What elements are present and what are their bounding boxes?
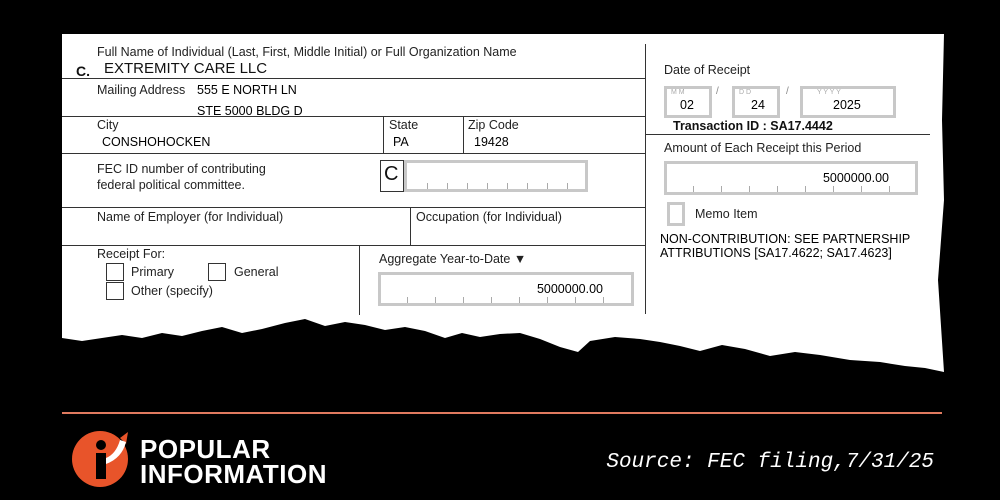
mailing-label: Mailing Address: [97, 83, 186, 97]
source-caption: Source: FEC filing,7/31/25: [606, 451, 934, 474]
other-checkbox[interactable]: [106, 282, 124, 300]
date-label: Date of Receipt: [664, 63, 751, 77]
date-sep-2: /: [786, 86, 789, 97]
note-line2: ATTRIBUTIONS [SA17.4622; SA17.4623]: [660, 246, 892, 260]
general-checkbox[interactable]: [208, 263, 226, 281]
amount-field[interactable]: [664, 161, 918, 195]
memo-label: Memo Item: [695, 207, 758, 221]
amount-label: Amount of Each Receipt this Period: [664, 141, 862, 155]
amount-value: 5000000.00: [822, 171, 889, 185]
brand-line2: INFORMATION: [140, 459, 327, 489]
date-day-field[interactable]: [732, 86, 780, 118]
note-line1: NON-CONTRIBUTION: SEE PARTNERSHIP: [660, 232, 911, 246]
fec-id-label-2: federal political committee.: [97, 178, 245, 192]
aggregate-label: Aggregate Year-to-Date ▼: [379, 252, 527, 266]
fec-id-field[interactable]: [404, 160, 588, 192]
aggregate-value: 5000000.00: [536, 282, 603, 296]
fec-id-prefix-box: [380, 160, 404, 192]
date-day-hint: D D: [739, 89, 752, 96]
date-day: 24: [751, 98, 765, 112]
fec-id-prefix: C: [384, 163, 399, 185]
receipt-for-label: Receipt For:: [97, 247, 166, 261]
date-sep-1: /: [716, 86, 719, 97]
footer-divider: [62, 412, 942, 414]
name-label: Full Name of Individual (Last, First, Middle Initial) or Full Organization Name: [97, 45, 517, 59]
primary-checkbox[interactable]: [106, 263, 124, 281]
date-month-hint: M M: [671, 89, 685, 96]
state-label: State: [389, 118, 419, 132]
aggregate-field[interactable]: [378, 272, 634, 306]
city-value: CONSHOHOCKEN: [102, 135, 211, 149]
other-label: Other (specify): [131, 284, 213, 298]
date-year-hint: Y Y Y Y: [817, 89, 841, 96]
date-year: 2025: [833, 98, 861, 112]
address-line1: 555 E NORTH LN: [197, 83, 297, 97]
primary-label: Primary: [131, 265, 175, 279]
transaction-id: Transaction ID : SA17.4442: [673, 119, 833, 133]
address-line2: STE 5000 BLDG D: [197, 104, 303, 118]
date-month: 02: [680, 98, 694, 112]
brand-line1: POPULAR: [140, 434, 271, 464]
city-label: City: [97, 118, 119, 132]
general-label: General: [234, 265, 279, 279]
date-month-field[interactable]: [664, 86, 712, 118]
date-year-field[interactable]: [800, 86, 896, 118]
state-value: PA: [393, 135, 409, 149]
fec-id-label-1: FEC ID number of contributing: [97, 162, 266, 176]
zip-label: Zip Code: [468, 118, 519, 132]
employer-label: Name of Employer (for Individual): [97, 210, 284, 224]
name-value: EXTREMITY CARE LLC: [104, 60, 268, 77]
memo-checkbox[interactable]: [667, 202, 685, 226]
occupation-label: Occupation (for Individual): [416, 210, 562, 224]
line-letter: C.: [76, 63, 90, 79]
zip-value: 19428: [474, 135, 509, 149]
popular-information-logo-icon: [70, 430, 132, 490]
